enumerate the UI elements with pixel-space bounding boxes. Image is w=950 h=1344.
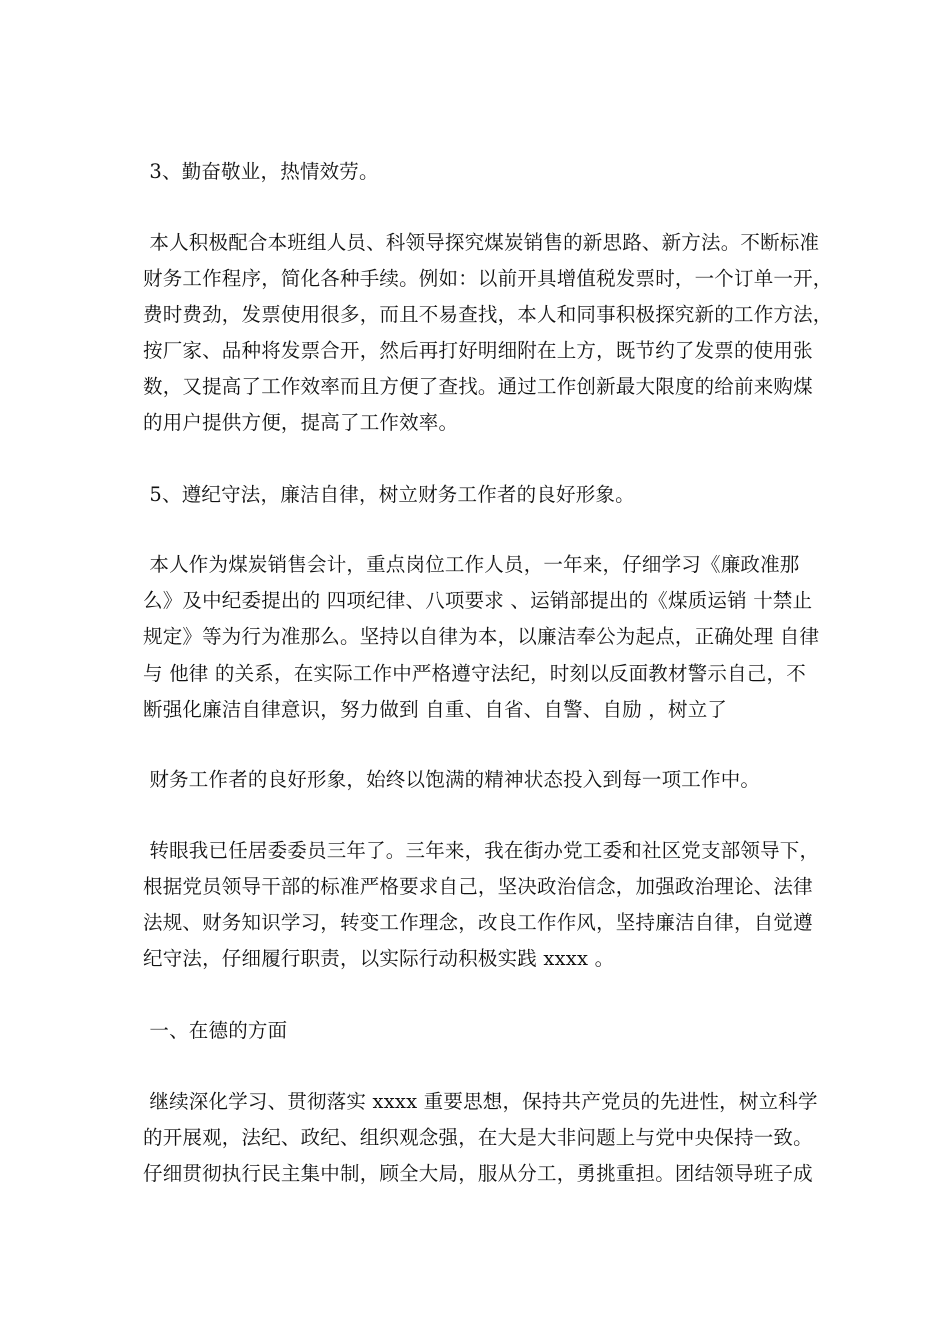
paragraph-line: 仔细贯彻执行民主集中制，顾全大局，服从分工，勇挑重担。团结领导班子成 [143, 1162, 813, 1185]
paragraph-line: 纪守法，仔细履行职责，以实际行动积极实践 xxxx 。 [143, 947, 615, 970]
paragraph-line: 转眼我已任居委委员三年了。三年来，我在街办党工委和社区党支部领导下， [143, 839, 820, 862]
paragraph-line: 财务工作程序，简化各种手续。例如：以前开具增值税发票时，一个订单一开， [143, 267, 833, 290]
paragraph-line: 么》及中纪委提出的 四项纪律、八项要求 、运销部提出的《煤质运销 十禁止 [143, 589, 813, 612]
paragraph-line: 根据党员领导干部的标准严格要求自己，坚决政治信念，加强政治理论、法律 [143, 875, 813, 898]
paragraph-line: 本人积极配合本班组人员、科领导探究煤炭销售的新思路、新方法。不断标准 [143, 231, 820, 254]
paragraph-line: 本人作为煤炭销售会计，重点岗位工作人员，一年来，仔细学习《廉政准那 [143, 553, 800, 576]
paragraph-line: 规定》等为行为准那么。坚持以自律为本，以廉洁奉公为起点，正确处理 自律 [143, 625, 820, 648]
paragraph-line: 继续深化学习、贯彻落实 xxxx 重要思想，保持共产党员的先进性，树立科学 [143, 1090, 818, 1113]
paragraph-line: 费时费劲，发票使用很多，而且不易查找，本人和同事积极探究新的工作方法， [143, 303, 833, 326]
paragraph-line: 按厂家、品种将发票合开，然后再打好明细附在上方，既节约了发票的使用张 [143, 339, 813, 362]
heading-diligence: 3、勤奋敬业，热情效劳。 [143, 160, 379, 183]
paragraph-line: 与 他律 的关系，在实际工作中严格遵守法纪，时刻以反面教材警示自己，不 [143, 662, 806, 685]
paragraph-line: 的开展观，法纪、政纪、组织观念强，在大是大非问题上与党中央保持一致。 [143, 1126, 813, 1149]
paragraph-line: 的用户提供方便，提高了工作效率。 [143, 411, 459, 434]
paragraph-line: 财务工作者的良好形象，始终以饱满的精神状态投入到每一项工作中。 [143, 768, 761, 791]
paragraph-line: 法规、财务知识学习，转变工作理念，改良工作作风，坚持廉洁自律，自觉遵 [143, 911, 813, 934]
heading-morality: 一、在德的方面 [143, 1019, 288, 1042]
heading-discipline: 5、遵纪守法，廉洁自律，树立财务工作者的良好形象。 [143, 483, 635, 506]
paragraph-line: 数，又提高了工作效率而且方便了查找。通过工作创新最大限度的给前来购煤 [143, 375, 813, 398]
paragraph-line: 断强化廉洁自律意识，努力做到 自重、自省、自警、自励 ，树立了 [143, 698, 728, 721]
